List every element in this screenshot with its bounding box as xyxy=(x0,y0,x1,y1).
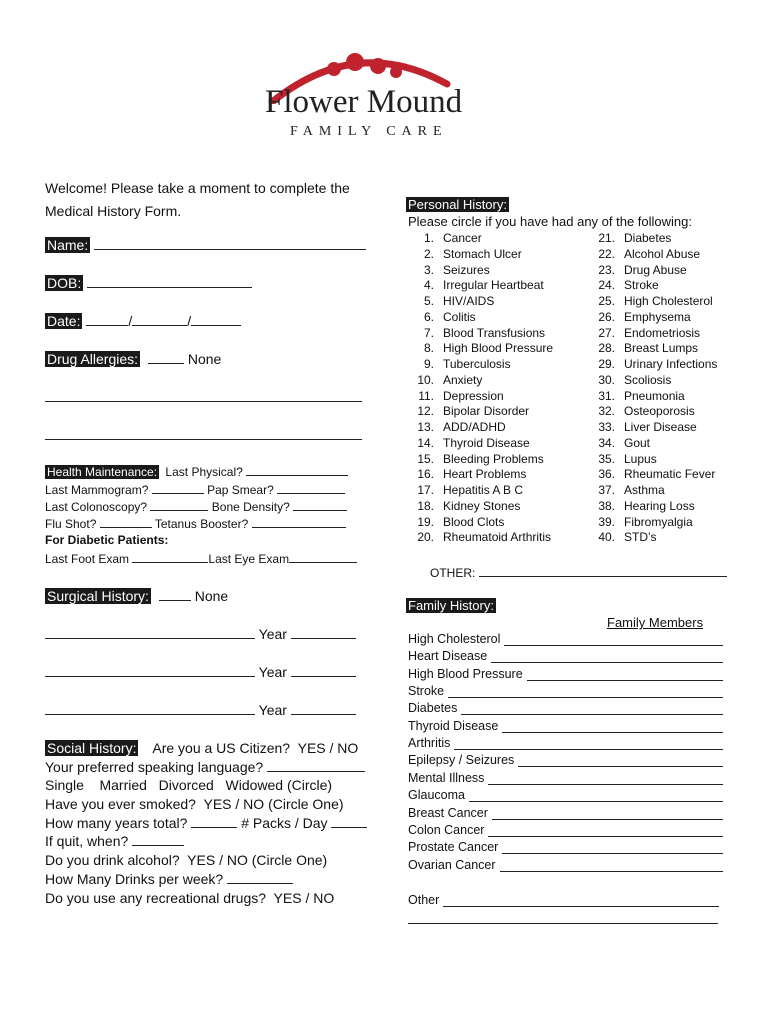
condition-number: 19. xyxy=(417,514,434,529)
family-condition-label: Thyroid Disease xyxy=(408,718,499,733)
condition-number: 23. xyxy=(598,262,615,277)
condition-item[interactable] xyxy=(406,231,482,245)
health-maintenance-row-1 xyxy=(45,463,348,479)
condition-name: Seizures xyxy=(443,262,490,277)
last-eye-exam-label: Last Eye Exam xyxy=(208,552,290,566)
social-history-label: Social History: xyxy=(47,740,137,756)
condition-number: 5. xyxy=(423,294,434,308)
us-citizen-question[interactable]: Are you a US Citizen? YES / NO xyxy=(152,740,359,756)
condition-item[interactable] xyxy=(587,294,713,308)
condition-item[interactable] xyxy=(587,530,656,544)
condition-item[interactable] xyxy=(587,389,685,403)
condition-item[interactable] xyxy=(406,278,544,292)
condition-name: Rheumatoid Arthritis xyxy=(443,530,552,545)
condition-name: Tuberculosis xyxy=(443,357,511,371)
condition-number: 21. xyxy=(598,231,615,245)
family-history-row xyxy=(408,753,723,767)
condition-item[interactable] xyxy=(587,436,650,450)
surgery-year-label: Year xyxy=(258,626,287,642)
drug-allergies-none: None xyxy=(187,351,222,367)
surgery-field[interactable] xyxy=(45,702,255,715)
condition-number: 40. xyxy=(598,530,615,545)
condition-name: Cancer xyxy=(443,231,482,245)
drug-allergies-none-blank[interactable] xyxy=(148,351,184,364)
condition-name: STD’s xyxy=(624,530,657,545)
family-members-field[interactable] xyxy=(448,686,723,698)
condition-number: 15. xyxy=(417,451,434,466)
family-members-field[interactable] xyxy=(492,808,723,820)
pap-smear-field[interactable] xyxy=(277,481,345,494)
condition-name: Anxiety xyxy=(443,372,483,387)
condition-name: Asthma xyxy=(624,483,665,497)
condition-item[interactable] xyxy=(406,483,523,497)
pap-smear-label: Pap Smear? xyxy=(207,483,274,497)
family-condition-label: Prostate Cancer xyxy=(408,840,499,855)
condition-number: 8. xyxy=(423,341,434,356)
condition-number: 28. xyxy=(598,341,615,356)
drinks-week-label: How Many Drinks per week? xyxy=(45,871,224,887)
condition-item[interactable] xyxy=(406,341,553,355)
surgical-history-label: Surgical History: xyxy=(47,588,149,604)
years-total-label: How many years total? xyxy=(45,815,188,831)
condition-number: 10. xyxy=(417,372,434,387)
condition-number: 2. xyxy=(423,246,434,261)
condition-item[interactable] xyxy=(587,499,695,513)
personal-other-row xyxy=(430,564,727,580)
condition-number: 7. xyxy=(423,325,434,340)
condition-item[interactable] xyxy=(406,499,520,513)
condition-item[interactable] xyxy=(587,515,693,529)
condition-number: 27. xyxy=(598,325,615,340)
condition-name: Lupus xyxy=(624,451,657,466)
surgery-row-1 xyxy=(45,626,356,642)
family-history-label: Family History: xyxy=(408,598,494,613)
condition-name: Fibromyalgia xyxy=(624,514,693,529)
condition-name: Heart Problems xyxy=(443,467,527,482)
family-condition-label: Epilepsy / Seizures xyxy=(408,753,515,768)
condition-number: 17. xyxy=(417,483,434,497)
date-slash: / xyxy=(187,313,192,329)
marital-status[interactable]: Single Married Divorced Widowed (Circle) xyxy=(45,777,333,793)
last-colonoscopy-label: Last Colonoscopy? xyxy=(45,500,148,514)
date-slash: / xyxy=(128,313,133,329)
condition-name: Bipolar Disorder xyxy=(443,404,530,419)
surgery-year-label: Year xyxy=(258,702,287,718)
family-condition-label: Breast Cancer xyxy=(408,805,488,820)
logo xyxy=(262,44,462,144)
flu-shot-field[interactable] xyxy=(100,515,152,528)
condition-name: Osteoporosis xyxy=(624,404,695,419)
condition-item[interactable] xyxy=(406,310,476,324)
condition-number: 33. xyxy=(598,420,615,434)
condition-name: High Blood Pressure xyxy=(443,341,554,356)
condition-name: Gout xyxy=(624,435,651,450)
health-maintenance-row-3 xyxy=(45,498,347,514)
family-members-field[interactable] xyxy=(488,825,723,837)
condition-name: High Cholesterol xyxy=(624,294,713,308)
family-members-field[interactable] xyxy=(469,790,723,802)
family-members-field[interactable] xyxy=(488,773,723,785)
family-condition-label: High Cholesterol xyxy=(408,632,501,646)
condition-number: 12. xyxy=(417,404,434,419)
family-members-field[interactable] xyxy=(504,634,723,646)
condition-name: Depression xyxy=(443,388,504,403)
condition-name: Kidney Stones xyxy=(443,498,521,513)
language-question: Your preferred speaking language? xyxy=(45,759,264,775)
dob-field[interactable] xyxy=(87,275,252,288)
surgery-year-field[interactable] xyxy=(291,626,356,639)
condition-name: Stomach Ulcer xyxy=(443,246,522,261)
surgical-history-none-blank[interactable] xyxy=(159,588,191,601)
family-history-row xyxy=(408,736,723,750)
health-maintenance-row-6 xyxy=(45,550,357,566)
condition-item[interactable] xyxy=(406,436,530,450)
surgery-year-field[interactable] xyxy=(291,702,356,715)
tetanus-booster-label: Tetanus Booster? xyxy=(154,517,249,531)
name-label: Name: xyxy=(47,237,89,253)
condition-name: HIV/AIDS xyxy=(443,294,495,308)
condition-number: 18. xyxy=(417,498,434,513)
condition-item[interactable] xyxy=(406,263,490,277)
condition-item[interactable] xyxy=(406,357,511,371)
family-history-row xyxy=(408,823,723,837)
tetanus-booster-field[interactable] xyxy=(252,515,346,528)
condition-item[interactable] xyxy=(587,278,659,292)
name-row xyxy=(45,237,366,253)
family-history-row xyxy=(408,840,723,854)
condition-item[interactable] xyxy=(406,373,482,387)
condition-number: 25. xyxy=(598,294,615,308)
bone-density-field[interactable] xyxy=(293,498,347,511)
condition-number: 38. xyxy=(598,498,615,513)
drug-allergies-label: Drug Allergies: xyxy=(47,351,139,367)
condition-item[interactable] xyxy=(406,452,544,466)
condition-name: Bleeding Problems xyxy=(443,451,544,466)
language-field[interactable] xyxy=(267,759,365,772)
social-history-row-6 xyxy=(45,833,184,849)
name-field[interactable] xyxy=(94,237,366,250)
last-physical-field[interactable] xyxy=(246,463,348,476)
condition-name: Colitis xyxy=(443,309,476,324)
personal-history-instruction: Please circle if you have had any of the following: xyxy=(408,214,693,229)
years-total-field[interactable] xyxy=(191,815,237,828)
condition-name: Blood Clots xyxy=(443,514,505,529)
condition-item[interactable] xyxy=(587,263,687,277)
condition-name: Drug Abuse xyxy=(624,262,687,277)
date-label: Date: xyxy=(47,313,81,329)
packs-day-field[interactable] xyxy=(331,815,367,828)
family-condition-label: Mental Illness xyxy=(408,770,485,785)
surgical-history-row xyxy=(45,588,228,604)
condition-number: 35. xyxy=(598,451,615,466)
condition-item[interactable] xyxy=(406,530,551,544)
surgery-year-field[interactable] xyxy=(291,664,356,677)
for-diabetic-patients: For Diabetic Patients: xyxy=(45,533,169,547)
drinks-week-field[interactable] xyxy=(227,871,293,884)
social-history-row-8 xyxy=(45,871,293,887)
last-eye-exam-field[interactable] xyxy=(289,550,357,563)
family-condition-label: Arthritis xyxy=(408,736,451,751)
condition-item[interactable] xyxy=(587,341,698,355)
logo-tagline: FAMILY CARE xyxy=(290,124,448,139)
last-mammogram-label: Last Mammogram? xyxy=(45,483,149,497)
bone-density-label: Bone Density? xyxy=(211,500,290,514)
if-quit-label: If quit, when? xyxy=(45,833,129,849)
surgical-history-none: None xyxy=(194,588,229,604)
family-condition-label: Diabetes xyxy=(408,701,458,716)
drink-alcohol-question[interactable]: Do you drink alcohol? YES / NO (Circle One) xyxy=(45,852,328,868)
condition-number: 1. xyxy=(423,231,434,245)
family-members-field[interactable] xyxy=(454,738,723,750)
family-members-field[interactable] xyxy=(502,721,723,733)
family-members-field[interactable] xyxy=(461,703,723,715)
family-condition-label: Stroke xyxy=(408,684,445,699)
condition-name: Diabetes xyxy=(624,231,672,245)
condition-item[interactable] xyxy=(587,420,697,434)
family-other-label: Other xyxy=(408,893,440,907)
condition-number: 4. xyxy=(423,278,434,293)
condition-name: ADD/ADHD xyxy=(443,420,506,434)
family-history-row xyxy=(408,806,723,820)
condition-name: Urinary Infections xyxy=(624,357,718,371)
condition-item[interactable] xyxy=(406,294,494,308)
condition-number: 13. xyxy=(417,420,434,434)
condition-number: 16. xyxy=(417,467,434,482)
personal-other-field[interactable] xyxy=(479,564,727,577)
date-row xyxy=(45,313,241,329)
personal-other-label: OTHER: xyxy=(430,566,476,580)
condition-item[interactable] xyxy=(406,420,506,434)
date-year-field[interactable] xyxy=(191,313,241,326)
date-month-field[interactable] xyxy=(86,313,128,326)
condition-number: 14. xyxy=(417,435,434,450)
condition-name: Endometriosis xyxy=(624,325,701,340)
family-history-row xyxy=(408,667,723,681)
condition-item[interactable] xyxy=(406,404,529,418)
condition-number: 11. xyxy=(418,388,434,403)
condition-number: 36. xyxy=(598,467,615,482)
condition-number: 30. xyxy=(598,372,615,387)
intro-line-1: Welcome! Please take a moment to complete the xyxy=(45,180,350,196)
last-foot-exam-field[interactable] xyxy=(132,550,208,563)
condition-name: Breast Lumps xyxy=(624,341,699,356)
surgery-year-label: Year xyxy=(258,664,287,680)
family-members-field[interactable] xyxy=(500,860,723,872)
drug-allergies-line-2[interactable] xyxy=(45,439,362,440)
family-history-row xyxy=(408,788,723,802)
surgery-row-2 xyxy=(45,664,356,680)
family-history-row xyxy=(408,719,723,733)
condition-item[interactable] xyxy=(587,467,715,481)
family-condition-label: Ovarian Cancer xyxy=(408,857,496,872)
family-condition-label: Colon Cancer xyxy=(408,822,485,837)
recreational-drugs-question[interactable]: Do you use any recreational drugs? YES / NO xyxy=(45,890,335,906)
condition-item[interactable] xyxy=(587,247,700,261)
last-foot-exam-label: Last Foot Exam xyxy=(45,552,130,566)
last-mammogram-field[interactable] xyxy=(152,481,204,494)
condition-name: Pneumonia xyxy=(624,388,685,403)
health-maintenance-row-2 xyxy=(45,481,345,497)
packs-day-label: # Packs / Day xyxy=(241,815,328,831)
health-maintenance-label: Health Maintenance: xyxy=(47,465,158,479)
condition-item[interactable] xyxy=(587,326,700,340)
family-history-row xyxy=(408,649,723,663)
condition-name: Blood Transfusions xyxy=(443,325,546,340)
date-day-field[interactable] xyxy=(132,313,187,326)
condition-number: 26. xyxy=(598,309,615,324)
condition-item[interactable] xyxy=(587,231,671,245)
surgery-field[interactable] xyxy=(45,664,255,677)
condition-name: Alcohol Abuse xyxy=(624,246,701,261)
condition-item[interactable] xyxy=(587,357,717,371)
family-members-header: Family Members xyxy=(607,615,704,630)
condition-name: Irregular Heartbeat xyxy=(443,278,544,293)
condition-number: 20. xyxy=(417,530,434,545)
condition-number: 3. xyxy=(423,262,434,277)
condition-name: Hepatitis A B C xyxy=(443,483,524,497)
condition-number: 22. xyxy=(598,246,615,261)
condition-number: 9. xyxy=(423,357,434,371)
condition-number: 31. xyxy=(598,388,615,403)
condition-item[interactable] xyxy=(406,247,522,261)
family-condition-label: Glaucoma xyxy=(408,788,465,803)
logo-name: Flower Mound xyxy=(265,84,463,120)
smoked-question[interactable]: Have you ever smoked? YES / NO (Circle One) xyxy=(45,796,344,812)
condition-number: 6. xyxy=(423,309,434,324)
family-members-field[interactable] xyxy=(518,755,723,767)
social-history-row-5 xyxy=(45,815,367,831)
social-history-row-2 xyxy=(45,759,365,775)
condition-item[interactable] xyxy=(587,310,691,324)
condition-name: Rheumatic Fever xyxy=(624,467,716,482)
condition-number: 32. xyxy=(598,404,615,419)
family-history-row xyxy=(408,632,723,646)
family-condition-label: High Blood Pressure xyxy=(408,666,523,681)
family-members-field[interactable] xyxy=(502,842,723,854)
social-history-row-1 xyxy=(45,740,358,756)
surgery-row-3 xyxy=(45,702,356,718)
condition-name: Hearing Loss xyxy=(624,498,695,513)
drug-allergies-row xyxy=(45,351,221,367)
condition-name: Emphysema xyxy=(624,309,691,324)
health-maintenance-row-4 xyxy=(45,515,346,531)
dob-label: DOB: xyxy=(47,275,82,291)
intro-line-2: Medical History Form. xyxy=(45,203,182,219)
condition-number: 39. xyxy=(598,514,615,529)
condition-number: 37. xyxy=(598,483,615,497)
condition-name: Liver Disease xyxy=(624,420,697,434)
drug-allergies-line-1[interactable] xyxy=(45,401,362,402)
family-other-row xyxy=(408,893,719,907)
family-condition-label: Heart Disease xyxy=(408,649,488,664)
condition-name: Scoliosis xyxy=(624,372,672,387)
flu-shot-label: Flu Shot? xyxy=(45,517,97,531)
condition-item[interactable] xyxy=(406,467,526,481)
family-history-row xyxy=(408,858,723,872)
family-other-line-2[interactable] xyxy=(408,923,718,924)
condition-name: Thyroid Disease xyxy=(443,435,530,450)
last-physical-label: Last Physical? xyxy=(165,465,243,479)
condition-item[interactable] xyxy=(587,373,671,387)
dob-row xyxy=(45,275,252,291)
condition-item[interactable] xyxy=(587,452,657,466)
last-colonoscopy-field[interactable] xyxy=(150,498,208,511)
family-history-row xyxy=(408,684,723,698)
condition-item[interactable] xyxy=(587,404,695,418)
condition-number: 34. xyxy=(598,435,615,450)
personal-history-label: Personal History: xyxy=(408,197,507,212)
family-history-row xyxy=(408,701,723,715)
condition-item[interactable] xyxy=(406,326,545,340)
condition-name: Stroke xyxy=(624,278,659,293)
condition-item[interactable] xyxy=(406,515,504,529)
family-members-field[interactable] xyxy=(491,651,723,663)
surgery-field[interactable] xyxy=(45,626,255,639)
condition-item[interactable] xyxy=(406,389,504,403)
condition-number: 24. xyxy=(598,278,615,293)
family-history-row xyxy=(408,771,723,785)
condition-item[interactable] xyxy=(587,483,665,497)
if-quit-field[interactable] xyxy=(132,833,184,846)
family-members-field[interactable] xyxy=(527,669,723,681)
condition-number: 29. xyxy=(598,357,615,371)
family-other-field[interactable] xyxy=(443,895,719,907)
